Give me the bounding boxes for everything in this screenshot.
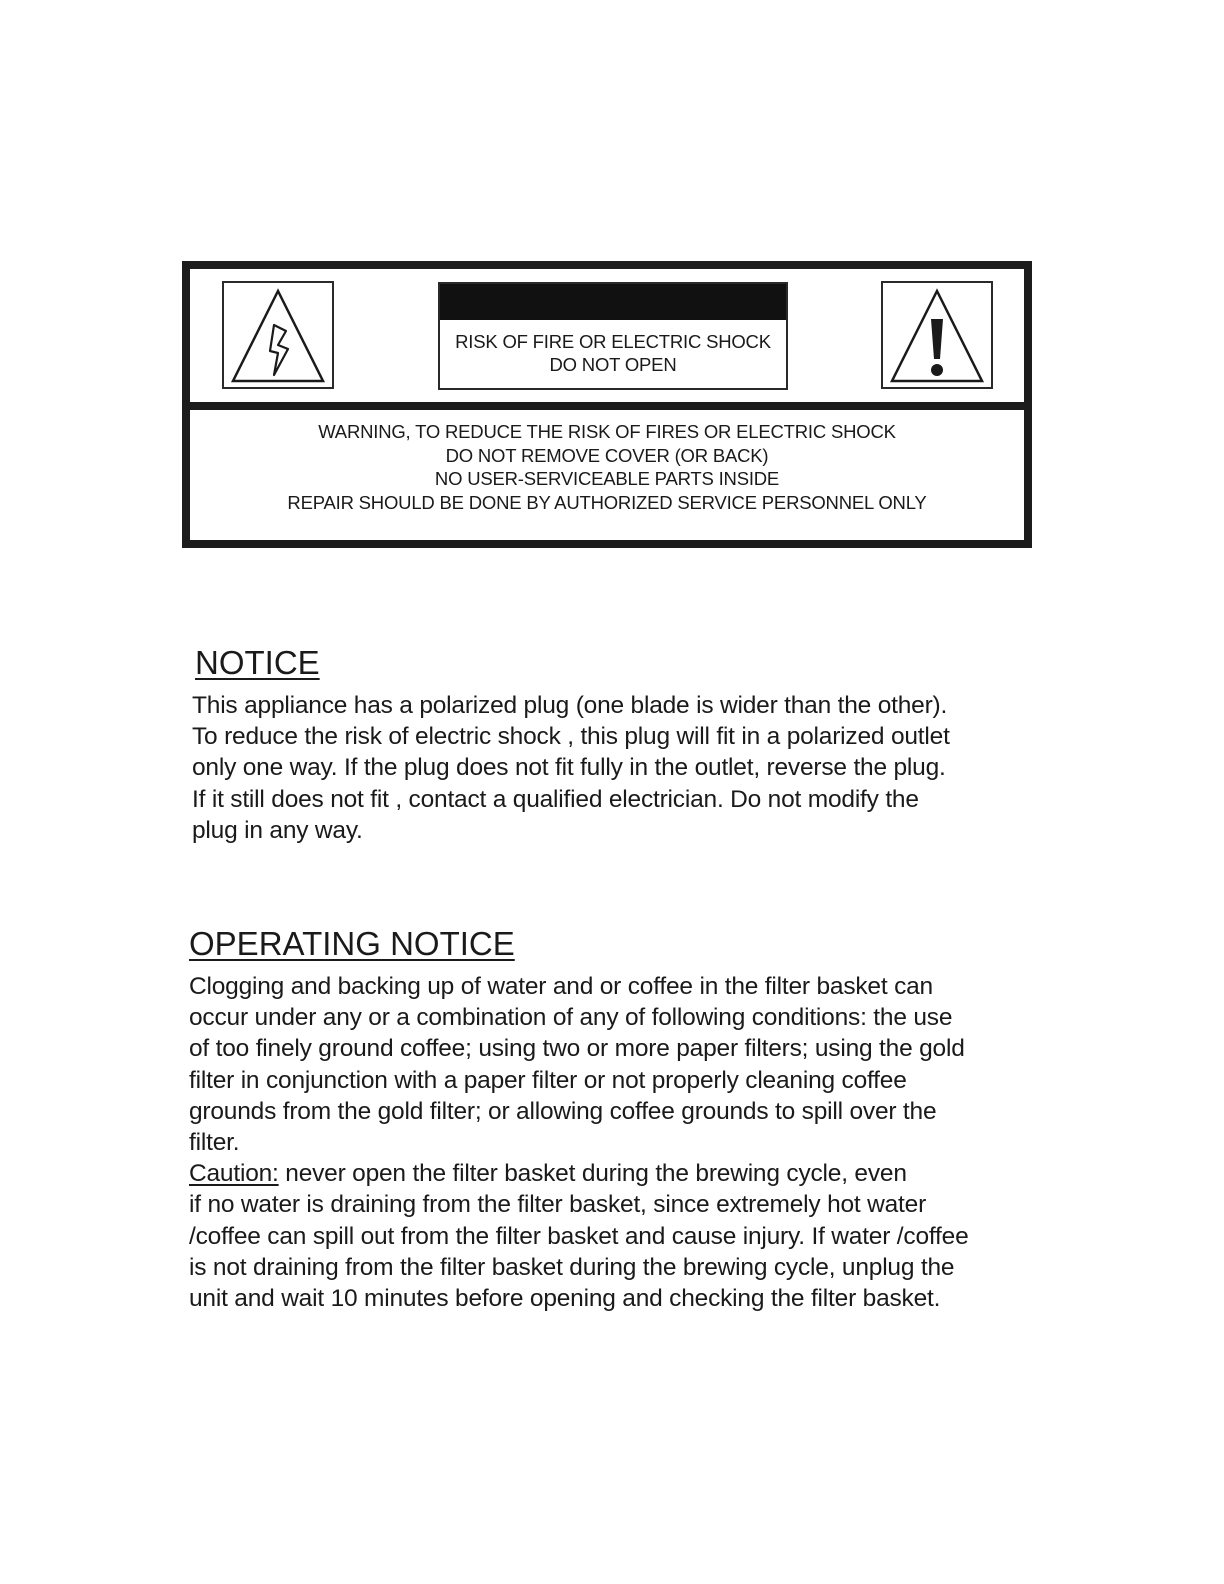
- caution-label: Caution:: [189, 1160, 279, 1188]
- black-header-bar: [440, 284, 786, 320]
- operating-notice-line: filter.: [189, 1129, 240, 1157]
- caution-line: [189, 1158, 969, 1189]
- exclamation-triangle-icon: [887, 285, 987, 385]
- notice-line: plug in any way.: [192, 816, 363, 844]
- notice-heading: NOTICE: [195, 644, 320, 681]
- electric-shock-warning-frame: [222, 281, 334, 389]
- warning-line: DO NOT REMOVE COVER (OR BACK): [445, 444, 769, 466]
- warning-label-body: [190, 420, 1024, 514]
- notice-line: To reduce the risk of electric shock , this plug will fit in a polarized outlet: [192, 723, 950, 751]
- warning-line: REPAIR SHOULD BE DONE BY AUTHORIZED SERVICE PERSONNEL ONLY: [287, 491, 927, 513]
- operating-notice-line: of too finely ground coffee; using two or more paper filters; using the gold: [189, 1035, 965, 1063]
- lightning-bolt-triangle-icon: [228, 285, 328, 385]
- caution-line: if no water is draining from the filter basket, since extremely hot water: [189, 1191, 927, 1219]
- notice-line: only one way. If the plug does not fit fully in the outlet, reverse the plug.: [192, 754, 946, 782]
- operating-notice-line: occur under any or a combination of any of following conditions: the use: [189, 1004, 953, 1032]
- caution-line: unit and wait 10 minutes before opening and checking the filter basket.: [189, 1285, 941, 1313]
- warning-line: NO USER-SERVICEABLE PARTS INSIDE: [434, 468, 780, 489]
- caution-text: never open the filter basket during the brewing cycle, even: [278, 1160, 907, 1188]
- risk-of-shock-text: [440, 330, 786, 376]
- caution-warning-frame: [881, 281, 993, 389]
- caution-line: is not draining from the filter basket during the brewing cycle, unplug the: [189, 1253, 955, 1281]
- caution-line: /coffee can spill out from the filter basket and cause injury. If water /coffee: [189, 1222, 969, 1250]
- operating-notice-paragraph: [189, 971, 969, 1314]
- warning-label-box: [182, 261, 1032, 548]
- warning-label-top-section: [190, 269, 1024, 402]
- notice-line: This appliance has a polarized plug (one blade is wider than the other).: [192, 692, 948, 719]
- warning-label-divider: [190, 402, 1024, 410]
- notice-paragraph: [192, 690, 950, 846]
- operating-notice-heading: OPERATING NOTICE: [189, 925, 515, 962]
- risk-line: RISK OF FIRE OR ELECTRIC SHOCK: [455, 331, 771, 352]
- notice-line: If it still does not fit , contact a qualified electrician. Do not modify the: [192, 785, 919, 813]
- warning-line: WARNING, TO REDUCE THE RISK OF FIRES OR ELECTRIC SHOCK: [318, 421, 896, 442]
- operating-notice-line: grounds from the gold filter; or allowing coffee grounds to spill over the: [189, 1097, 937, 1125]
- operating-notice-line: Clogging and backing up of water and or coffee in the filter basket can: [189, 973, 933, 1000]
- operating-notice-line: filter in conjunction with a paper filter or not properly cleaning coffee: [189, 1066, 907, 1094]
- risk-of-shock-label: [438, 282, 788, 390]
- do-not-open-line: DO NOT OPEN: [549, 354, 677, 375]
